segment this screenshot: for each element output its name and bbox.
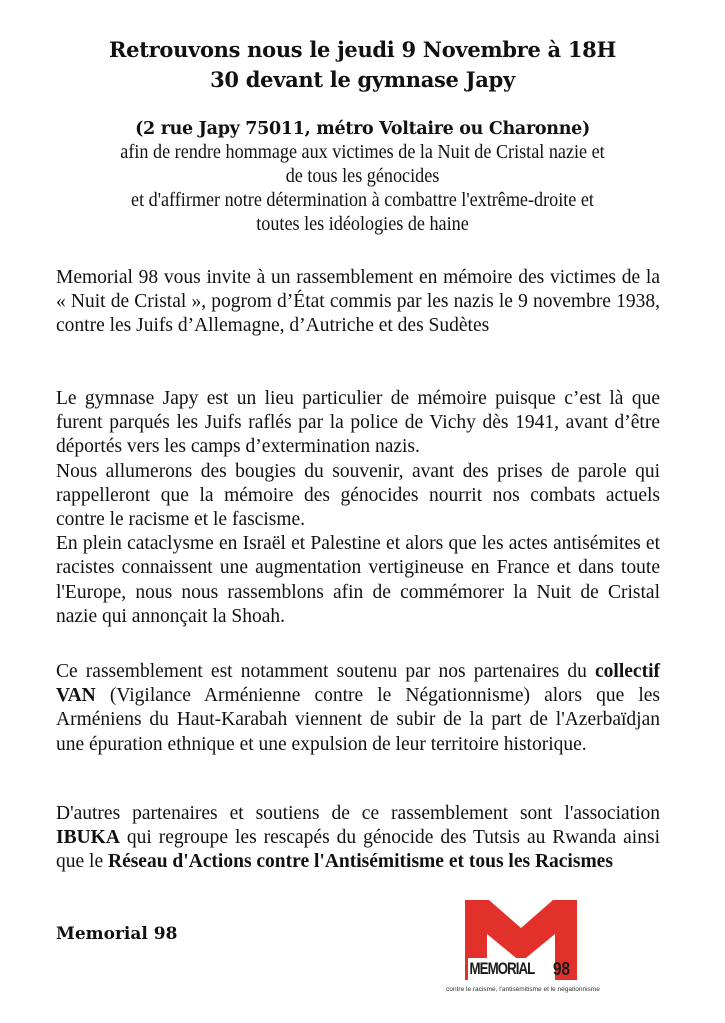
address-subheading: (2 rue Japy 75011, métro Voltaire ou Charonne) [135,119,590,139]
paragraph-text: En plein cataclysme en Israël et Palestine et alors que les actes antisémites et racistes connaissent une augmentation vertigineuse en France et dans toute l'Europe, nous nous rassemblons afin de commémorer la Nuit de Cristal nazie qui annonçait la Shoah. [56,533,660,627]
text-span: qui regroupe les rescapés du génocide des Tutsis au Rwanda ainsi que le [56,827,660,873]
intro-line: afin de rendre hommage aux victimes de la Nuit de Cristal nazie et [120,142,605,163]
intro-line: et d'affirmer notre détermination à combattre l'extrême-droite et [131,190,594,211]
bold-reseau: Réseau d'Actions contre l'Antisémitisme et tous les Racismes [107,851,613,873]
paragraph-text: Memorial 98 vous invite à un rassemblement en mémoire des victimes de la « Nuit de Cristal », pogrom d’État commis par les nazis le 9 novembre 1938, contre les Juifs d’Allemagne, d’Autriche et des Sudètes [56,267,660,337]
logo-number: 98 [553,959,571,979]
paragraph-invitation [56,266,660,339]
paragraph-text [56,802,660,875]
heading-line-1: Retrouvons nous le jeudi 9 Novembre à 18H [109,37,616,62]
bold-collectif-van: collectif VAN [56,661,660,707]
paragraph-text [56,660,660,757]
intro-text [63,141,663,237]
intro-line: de tous les génocides [285,166,440,187]
paragraph-collectif-van [56,660,660,757]
heading-line-2: 30 devant le gymnase Japy [210,67,515,92]
memorial-98-logo [440,900,600,1000]
text-span: D'autres partenaires et soutiens de ce rassemblement sont l'association [56,803,660,824]
paragraph-partners [56,802,660,875]
paragraph-text: Le gymnase Japy est un lieu particulier de mémoire puisque c’est là que furent parqués les Juifs raflés par la police de Vichy dès 1941, avant d’être déportés vers les camps d’extermination nazis. [56,388,660,458]
intro-line: toutes les idéologies de haine [256,214,469,235]
text-span: Ce rassemblement est notamment soutenu par nos partenaires du [56,661,596,682]
event-heading [0,35,725,95]
logo-tagline: contre le racisme, l'antisémitisme et le négationnisme [446,986,600,993]
paragraph-gymnase [56,387,660,629]
text-span: (Vigilance Arménienne contre le Négationnisme) alors que les Arméniens du Haut-Karabah viennent de subir de la part de l'Azerbaïdjan une épuration ethnique et une expulsion de leur territoire historique. [56,685,660,755]
paragraph-text: Nous allumerons des bougies du souvenir, avant des prises de parole qui rappelleront que la mémoire des génocides nourrit nos combats actuels contre le racisme et le fascisme. [56,460,660,531]
bold-ibuka: IBUKA [56,827,120,849]
logo-word: MEMORIAL [469,959,535,978]
signature: Memorial 98 [56,924,178,944]
